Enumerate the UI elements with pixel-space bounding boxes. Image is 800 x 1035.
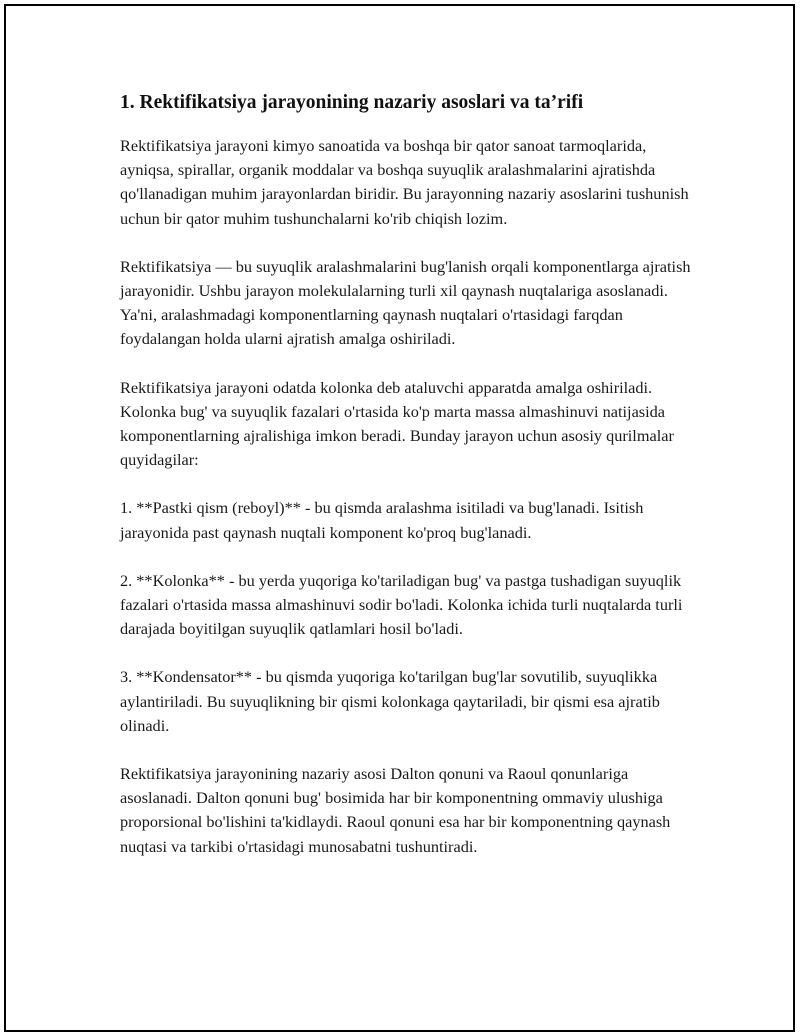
list-item-column: 2. **Kolonka** - bu yerda yuqoriga ko'tariladigan bug' va pastga tushadigan suyuqlik fazalari o'rtasida massa almashinuvi sodir bo'ladi. Kolonka ichida turli nuqtalarda turli darajada boyitilgan suyuqlik qatlamlari hosil bo'ladi.: [120, 570, 683, 639]
theory-paragraph: Rektifikatsiya jarayonining nazariy asosi Dalton qonuni va Raoul qonunlariga asoslanadi. Dalton qonuni bug' bosimida har bir komponentning ommaviy ulushiga proporsional bo'lishini ta'kidlaydi. Raoul qonuni esa har bir komponentning qaynash nuqtasi va tarkibi o'rtasidagi munosabatni tushuntiradi.: [120, 764, 671, 856]
section-heading: 1. Rektifikatsiya jarayonining nazariy asoslari va ta’rifi: [120, 92, 584, 113]
list-item-condenser: 3. **Kondensator** - bu qismda yuqoriga ko'tarilgan bug'lar sovutilib, suyuqlikka aylantiriladi. Bu suyuqlikning bir qismi kolonkaga qaytariladi, bir qismi esa ajratib olinadi.: [120, 667, 660, 735]
intro-paragraph: Rektifikatsiya jarayoni kimyo sanoatida va boshqa bir qator sanoat tarmoqlarida, ayniqsa, spirallar, organik moddalar va boshqa suyuqlik aralashmalarini ajratishda qo'llanadigan muhim jarayonlardan biridir. Bu jarayonning nazariy asoslarini tushunish uchun bir qator muhim tushunchalarni ko'rib chiqish lozim.: [120, 136, 689, 228]
list-item-reboiler: 1. **Pastki qism (reboyl)** - bu qismda aralashma isitiladi va bug'lanadi. Isitish jarayonida past qaynash nuqtali komponent ko'proq bug'lanadi.: [120, 498, 644, 542]
definition-paragraph: Rektifikatsiya — bu suyuqlik aralashmalarini bug'lanish orqali komponentlarga ajratish jarayonidir. Ushbu jarayon molekulalarning turli xil qaynash nuqtalariga asoslanadi. Ya'ni, aralashmadagi komponentlarning qaynash nuqtalari o'rtasidagi farqdan foydalangan holda ularni ajratish amalga oshiriladi.: [120, 256, 691, 349]
document-page: [4, 4, 795, 1032]
apparatus-paragraph: Rektifikatsiya jarayoni odatda kolonka deb ataluvchi apparatda amalga oshiriladi. Kolonka bug' va suyuqlik fazalari o'rtasida ko'p marta massa almashinuvi natijasida komponentlarning ajralishiga imkon beradi. Bunday jarayon uchun asosiy qurilmalar quyidagilar:: [120, 377, 674, 470]
document-body: [120, 88, 700, 883]
